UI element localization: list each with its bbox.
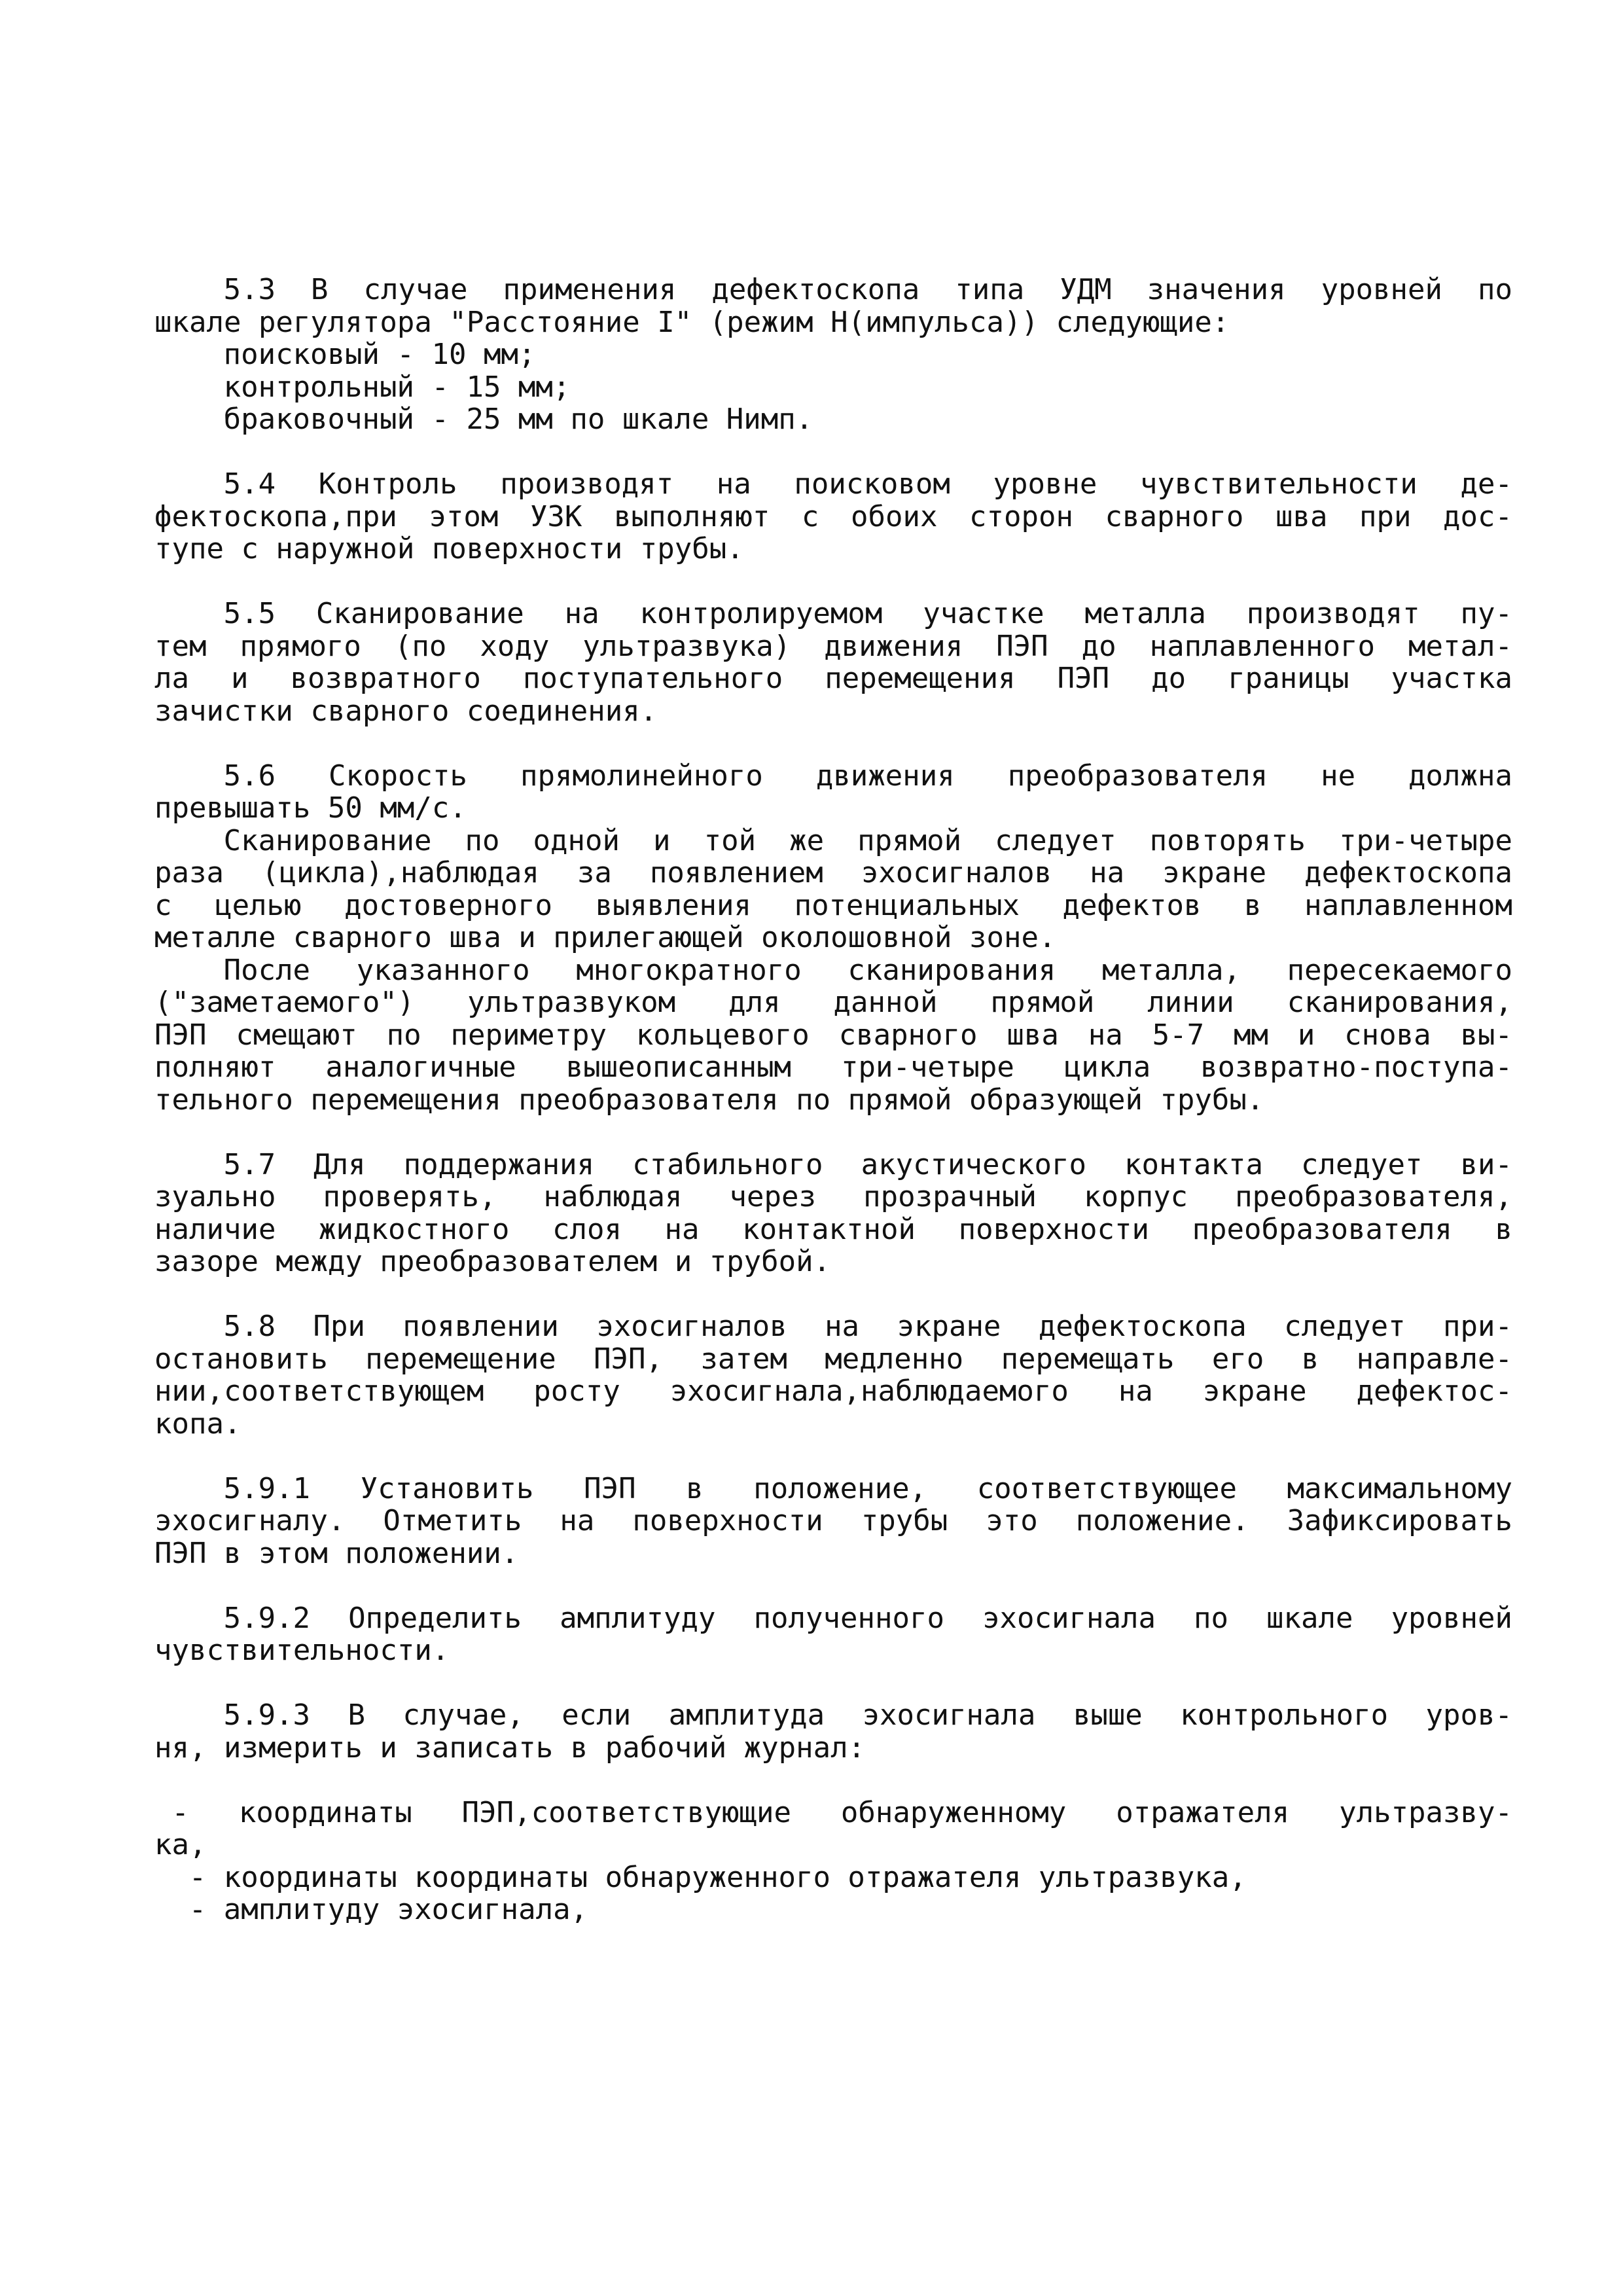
paragraph-spacer xyxy=(154,1440,1512,1473)
paragraph-p5-3 xyxy=(154,274,1512,436)
text-line: 5.9.3 В случае, если амплитуда эхосигнала выше контрольного уров- xyxy=(223,1698,1512,1732)
text-line: нии,соответствующем росту эхосигнала,наблюдаемого на экране дефектос- xyxy=(154,1374,1512,1408)
text-line: - координаты ПЭП,соответствующие обнаруженному отражателя ультразву- xyxy=(171,1795,1512,1829)
text-line: ("заметаемого") ультразвуком для данной прямой линии сканирования, xyxy=(154,986,1512,1019)
text-line: ПЭП смещают по периметру кольцевого сварного шва на 5-7 мм и снова вы- xyxy=(154,1018,1512,1052)
paragraph-spacer xyxy=(154,565,1512,598)
text-line: 5.5 Сканирование на контролируемом участке металла производят пу- xyxy=(223,597,1512,630)
paragraph-spacer xyxy=(154,1764,1512,1797)
text-line: полняют аналогичные вышеописанным три-четыре цикла возвратно-поступа- xyxy=(154,1050,1512,1084)
paragraph-spacer xyxy=(154,436,1512,469)
paragraph-spacer xyxy=(154,1278,1512,1311)
text-line: После указанного многократного сканирования металла, пересекаемого xyxy=(223,953,1512,987)
text-line: 5.8 При появлении эхосигналов на экране дефектоскопа следует при- xyxy=(223,1310,1512,1343)
text-line: тельного перемещения преобразователя по прямой образующей трубы. xyxy=(154,1083,1264,1117)
paragraph-p5-9-2 xyxy=(154,1602,1512,1667)
text-line: зуально проверять, наблюдая через прозрачный корпус преобразователя, xyxy=(154,1180,1512,1213)
text-line: 5.3 В случае применения дефектоскопа типа УДМ значения уровней по xyxy=(223,273,1512,306)
text-line: копа. xyxy=(154,1407,241,1441)
paragraph-p5-6 xyxy=(154,760,1512,1117)
document-page xyxy=(154,274,1512,1926)
text-line: тем прямого (по ходу ультразвука) движения ПЭП до наплавленного метал- xyxy=(154,629,1512,663)
text-line: ПЭП в этом положении. xyxy=(154,1536,519,1570)
text-line: поисковый - 10 мм; xyxy=(223,338,536,371)
paragraph-p5-5 xyxy=(154,598,1512,727)
text-line: зачистки сварного соединения. xyxy=(154,694,658,728)
text-line: остановить перемещение ПЭП, затем медленно перемещать его в направле- xyxy=(154,1342,1512,1376)
text-line: зазоре между преобразователем и трубой. xyxy=(154,1245,831,1278)
paragraph-spacer xyxy=(154,1116,1512,1149)
text-line: контрольный - 15 мм; xyxy=(223,370,571,404)
paragraph-p5-8 xyxy=(154,1310,1512,1440)
text-line: с целью достоверного выявления потенциальных дефектов в наплавленном xyxy=(154,888,1512,922)
text-line: чувствительности. xyxy=(154,1634,450,1667)
text-line: металле сварного шва и прилегающей околошовной зоне. xyxy=(154,921,1056,954)
text-line: 5.6 Скорость прямолинейного движения преобразователя не должна xyxy=(223,759,1512,793)
text-line: - амплитуду эхосигнала, xyxy=(188,1893,588,1926)
text-line: 5.7 Для поддержания стабильного акустического контакта следует ви- xyxy=(223,1147,1512,1181)
text-line: Сканирование по одной и той же прямой следует повторять три-четыре xyxy=(223,823,1512,857)
text-line: наличие жидкостного слоя на контактной поверхности преобразователя в xyxy=(154,1212,1512,1246)
paragraph-p5-4 xyxy=(154,468,1512,565)
paragraph-spacer xyxy=(154,1667,1512,1700)
text-line: эхосигналу. Отметить на поверхности трубы это положение. Зафиксировать xyxy=(154,1504,1512,1537)
text-line: браковочный - 25 мм по шкале Нимп. xyxy=(223,403,813,436)
paragraph-spacer xyxy=(154,1570,1512,1602)
text-line: раза (цикла),наблюдая за появлением эхосигналов на экране дефектоскопа xyxy=(154,856,1512,889)
paragraph-spacer xyxy=(154,727,1512,760)
text-line: ла и возвратного поступательного перемещения ПЭП до границы участка xyxy=(154,662,1512,695)
text-line: превышать 50 мм/с. xyxy=(154,791,467,825)
text-line: фектоскопа,при этом УЗК выполняют с обоих сторон сварного шва при дос- xyxy=(154,499,1512,533)
text-line: ка, xyxy=(154,1828,207,1861)
paragraph-p5-7 xyxy=(154,1149,1512,1278)
paragraph-p-list xyxy=(154,1797,1512,1926)
text-line: 5.9.2 Определить амплитуду полученного эхосигнала по шкале уровней xyxy=(223,1601,1512,1635)
text-line: шкале регулятора "Расстояние I" (режим Н(импульса)) следующие: xyxy=(154,305,1230,339)
text-line: 5.4 Контроль производят на поисковом уровне чувствительности де- xyxy=(223,467,1512,501)
text-line: - координаты координаты обнаруженного отражателя ультразвука, xyxy=(188,1860,1247,1894)
paragraph-p5-9-1 xyxy=(154,1473,1512,1570)
paragraph-p5-9-3 xyxy=(154,1699,1512,1764)
text-line: ня, измерить и записать в рабочий журнал: xyxy=(154,1731,866,1765)
text-line: тупе с наружной поверхности трубы. xyxy=(154,532,744,565)
text-line: 5.9.1 Установить ПЭП в положение, соответствующее максимальному xyxy=(223,1471,1512,1505)
